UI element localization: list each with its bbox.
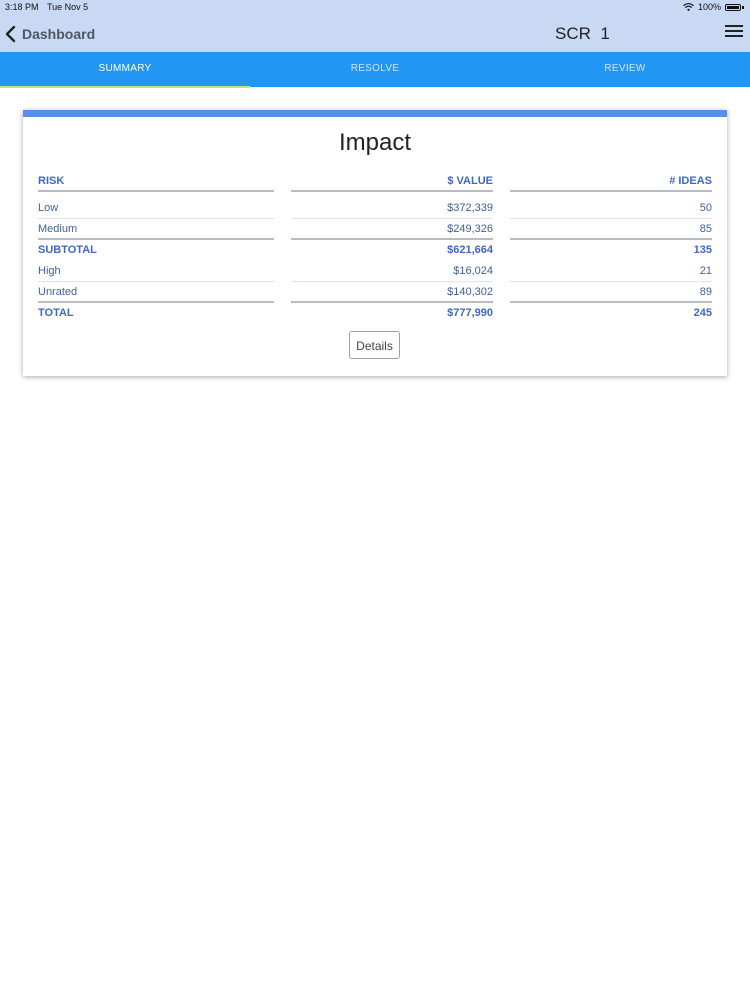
row-ideas: 135	[693, 244, 712, 256]
impact-table	[38, 171, 712, 324]
navigation-bar	[0, 15, 750, 52]
row-risk: Low	[38, 198, 274, 219]
menu-button[interactable]	[725, 25, 743, 39]
header-ideas: # IDEAS	[510, 171, 712, 192]
row-value: $16,024	[291, 261, 493, 282]
row-ideas: 85	[510, 219, 712, 240]
subtotal-row	[38, 240, 712, 261]
card-title: Impact	[338, 129, 412, 156]
menu-line	[725, 25, 743, 27]
status-bar	[0, 0, 750, 15]
menu-line	[725, 30, 743, 32]
back-button[interactable]	[4, 22, 95, 46]
header-risk: RISK	[38, 171, 274, 192]
row-risk: Medium	[38, 219, 274, 240]
table-row	[38, 282, 712, 303]
total-row	[38, 303, 712, 324]
table-row	[38, 219, 712, 240]
row-value: $249,326	[291, 219, 493, 240]
battery-tip	[742, 6, 744, 9]
tab-summary[interactable]: SUMMARY	[0, 52, 250, 87]
status-right	[683, 2, 744, 12]
row-ideas: 50	[510, 198, 712, 219]
chevron-left-icon	[4, 25, 16, 43]
row-risk: Unrated	[38, 282, 274, 303]
table-header	[38, 171, 712, 192]
back-label: Dashboard	[22, 26, 96, 42]
impact-card	[23, 110, 727, 376]
header-value: $ VALUE	[291, 171, 493, 192]
row-risk: TOTAL	[38, 307, 74, 319]
page-title: SCR 1	[555, 24, 610, 43]
battery-percent: 100%	[697, 2, 721, 12]
tab-resolve[interactable]: RESOLVE	[350, 63, 400, 74]
row-value: $777,990	[447, 307, 493, 319]
details-button[interactable]: Details	[349, 331, 400, 359]
table-row	[38, 261, 712, 282]
row-value: $372,339	[291, 198, 493, 219]
row-risk: High	[38, 261, 274, 282]
menu-line	[725, 35, 743, 37]
row-ideas: 21	[510, 261, 712, 282]
row-ideas: 89	[510, 282, 712, 303]
row-ideas: 245	[693, 307, 712, 319]
battery-icon	[725, 4, 741, 11]
status-date: Tue Nov 5	[47, 2, 89, 12]
table-row	[38, 198, 712, 219]
wifi-icon	[683, 3, 694, 11]
tab-bar	[0, 52, 750, 87]
row-risk: SUBTOTAL	[38, 244, 97, 256]
row-value: $621,664	[447, 244, 493, 256]
tab-review[interactable]: REVIEW	[604, 63, 646, 74]
row-value: $140,302	[291, 282, 493, 303]
status-time: 3:18 PM	[5, 2, 39, 12]
